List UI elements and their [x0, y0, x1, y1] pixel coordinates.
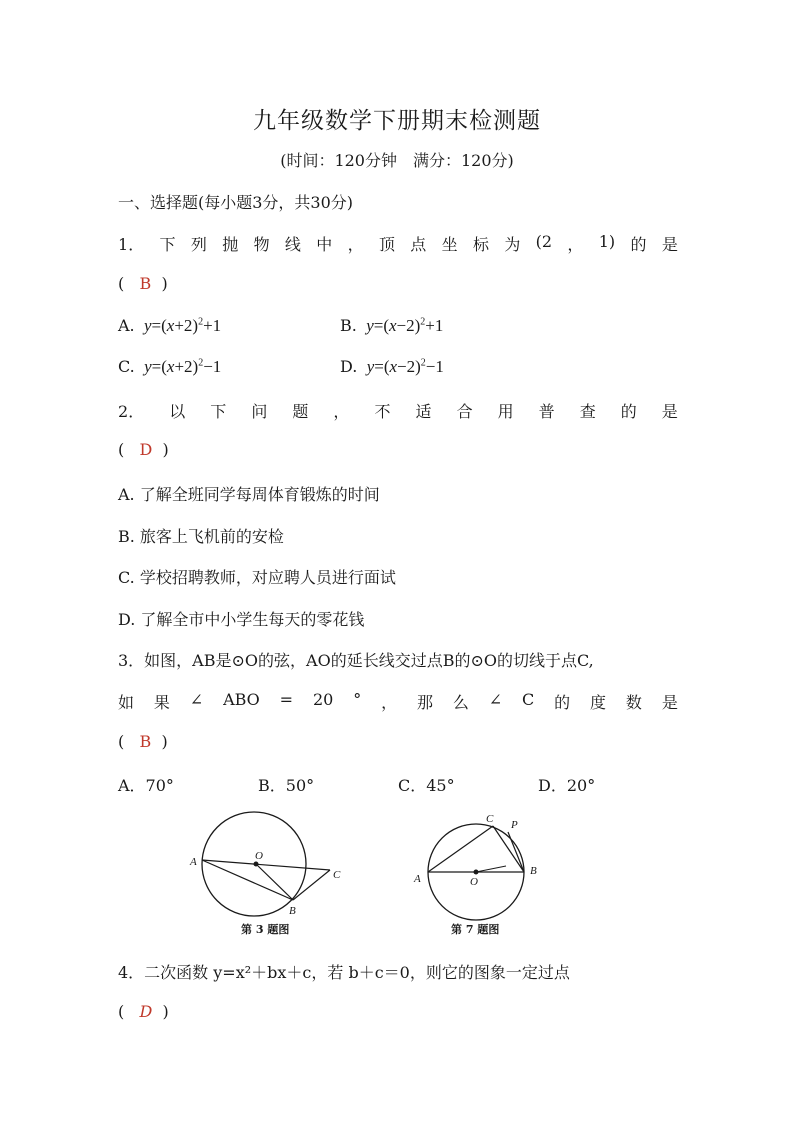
- question-number: 1．: [118, 235, 145, 254]
- answer-letter: D: [139, 440, 153, 459]
- question-1-stem: [118, 232, 678, 255]
- answer-letter: B: [139, 732, 152, 751]
- stem-word: °: [353, 690, 362, 709]
- tangent-bc: [293, 870, 330, 900]
- option-c: C. $y=(x+2)^2-1$: [118, 357, 222, 376]
- stem-word: 查: [579, 402, 596, 421]
- stem-word: =: [279, 690, 294, 709]
- question-3-stem-line2: [118, 690, 678, 713]
- answer-letter: D: [139, 1002, 153, 1021]
- label-b: B: [289, 905, 296, 917]
- figure-caption: 第 7 题图: [451, 923, 500, 936]
- question-4-answer: ( D ): [118, 1002, 169, 1021]
- stem-word: ABO: [223, 690, 260, 709]
- stem-word: 线: [284, 235, 301, 254]
- stem-word: 1): [598, 232, 616, 251]
- label-p: P: [511, 819, 518, 831]
- center-dot: [254, 862, 259, 867]
- question-2-stem: [118, 399, 678, 422]
- answer-letter: B: [139, 274, 152, 293]
- option-c: C. 学校招聘教师，对应聘人员进行面试: [118, 568, 396, 587]
- option-a: A．70°: [118, 776, 174, 795]
- stem-word: 坐: [441, 235, 458, 254]
- option-d-formula: $y=(x-2)^2-1$: [366, 357, 444, 376]
- radius-ob: [256, 864, 293, 900]
- stem-word: ∠: [189, 690, 204, 709]
- question-4-stem: 4．二次函数 y=x²＋bx＋c，若 b＋c＝0，则它的图象一定过点: [118, 963, 570, 982]
- figure-caption: 第 3 题图: [241, 923, 290, 936]
- stem-word: 为: [504, 235, 521, 254]
- option-c-formula: $y=(x+2)^2-1$: [144, 357, 222, 376]
- label-c: C: [486, 813, 494, 825]
- stem-word: 果: [153, 693, 170, 712]
- stem-word: 顶: [378, 235, 395, 254]
- option-a: A. $y=(x+2)^2+1$: [118, 316, 222, 335]
- option-c: C．45°: [398, 776, 455, 795]
- stem-word: 如: [118, 693, 135, 712]
- option-d: D．20°: [538, 776, 596, 795]
- stem-word: 度: [590, 693, 607, 712]
- stem-word: 合: [456, 402, 473, 421]
- stem-word: 适: [415, 402, 432, 421]
- stem-word: (2: [535, 232, 553, 251]
- label-o: O: [255, 850, 263, 862]
- figure-q7: [406, 810, 566, 940]
- label-b: B: [530, 865, 537, 877]
- stem-word: 点: [410, 235, 427, 254]
- stem-word: 以: [169, 402, 186, 421]
- option-a-formula: $y=(x+2)^2+1$: [143, 316, 222, 335]
- stem-word: 是: [661, 402, 678, 421]
- option-d: D. 了解全市中小学生每天的零花钱: [118, 610, 365, 629]
- label-a: A: [190, 856, 197, 868]
- stem-word: 标: [472, 235, 489, 254]
- chord-ac: [428, 826, 493, 872]
- label-a: A: [414, 873, 421, 885]
- question-2-answer: ( D ): [118, 440, 169, 459]
- question-3-answer: ( B ): [118, 732, 168, 751]
- section-heading: 一、选择题(每小题3分，共30分): [118, 193, 354, 212]
- stem-word: ，: [347, 235, 364, 254]
- stem-word: 题: [292, 402, 309, 421]
- stem-word: 物: [253, 235, 270, 254]
- stem-word: 下: [159, 235, 176, 254]
- stem-word: 是: [661, 235, 678, 254]
- label-o: O: [470, 876, 478, 888]
- figure-q3: [186, 810, 356, 940]
- option-a: A. 了解全班同学每周体育锻炼的时间: [118, 485, 380, 504]
- segment-op: [476, 866, 506, 872]
- stem-word: 列: [190, 235, 207, 254]
- label-c: C: [333, 869, 341, 881]
- option-b-formula: $y=(x-2)^2+1$: [366, 316, 444, 335]
- stem-word: 用: [497, 402, 514, 421]
- question-number: 2．: [118, 402, 145, 421]
- stem-word: 不: [374, 402, 391, 421]
- stem-word: 中: [316, 235, 333, 254]
- stem-word: 20: [312, 690, 334, 709]
- option-d: D. $y=(x-2)^2-1$: [340, 357, 444, 376]
- stem-word: 的: [630, 235, 647, 254]
- stem-word: 下: [210, 402, 227, 421]
- stem-word: 那: [416, 693, 433, 712]
- page-title: 九年级数学下册期末检测题: [253, 108, 541, 134]
- option-b: B. 旅客上飞机前的安检: [118, 527, 284, 546]
- stem-word: 抛: [222, 235, 239, 254]
- question-3-stem: 3．如图，AB是⊙O的弦，AO的延长线交过点B的⊙O的切线于点C,: [118, 651, 594, 670]
- question-1-answer: ( B ): [118, 274, 168, 293]
- stem-word: 的: [554, 693, 571, 712]
- option-b: B．50°: [258, 776, 315, 795]
- stem-word: ，: [381, 693, 398, 712]
- stem-word: 普: [538, 402, 555, 421]
- stem-word: 的: [620, 402, 637, 421]
- stem-word: 是: [661, 693, 678, 712]
- stem-word: ∠: [488, 690, 503, 709]
- stem-word: ，: [333, 402, 350, 421]
- stem-word: ，: [567, 235, 584, 254]
- stem-word: 么: [452, 693, 469, 712]
- stem-word: 数: [625, 693, 642, 712]
- stem-word: C: [522, 690, 535, 709]
- center-dot: [474, 870, 479, 875]
- page-subtitle: (时间：120分钟 满分：120分): [280, 151, 514, 170]
- option-b: B. $y=(x-2)^2+1$: [340, 316, 444, 335]
- stem-word: 问: [251, 402, 268, 421]
